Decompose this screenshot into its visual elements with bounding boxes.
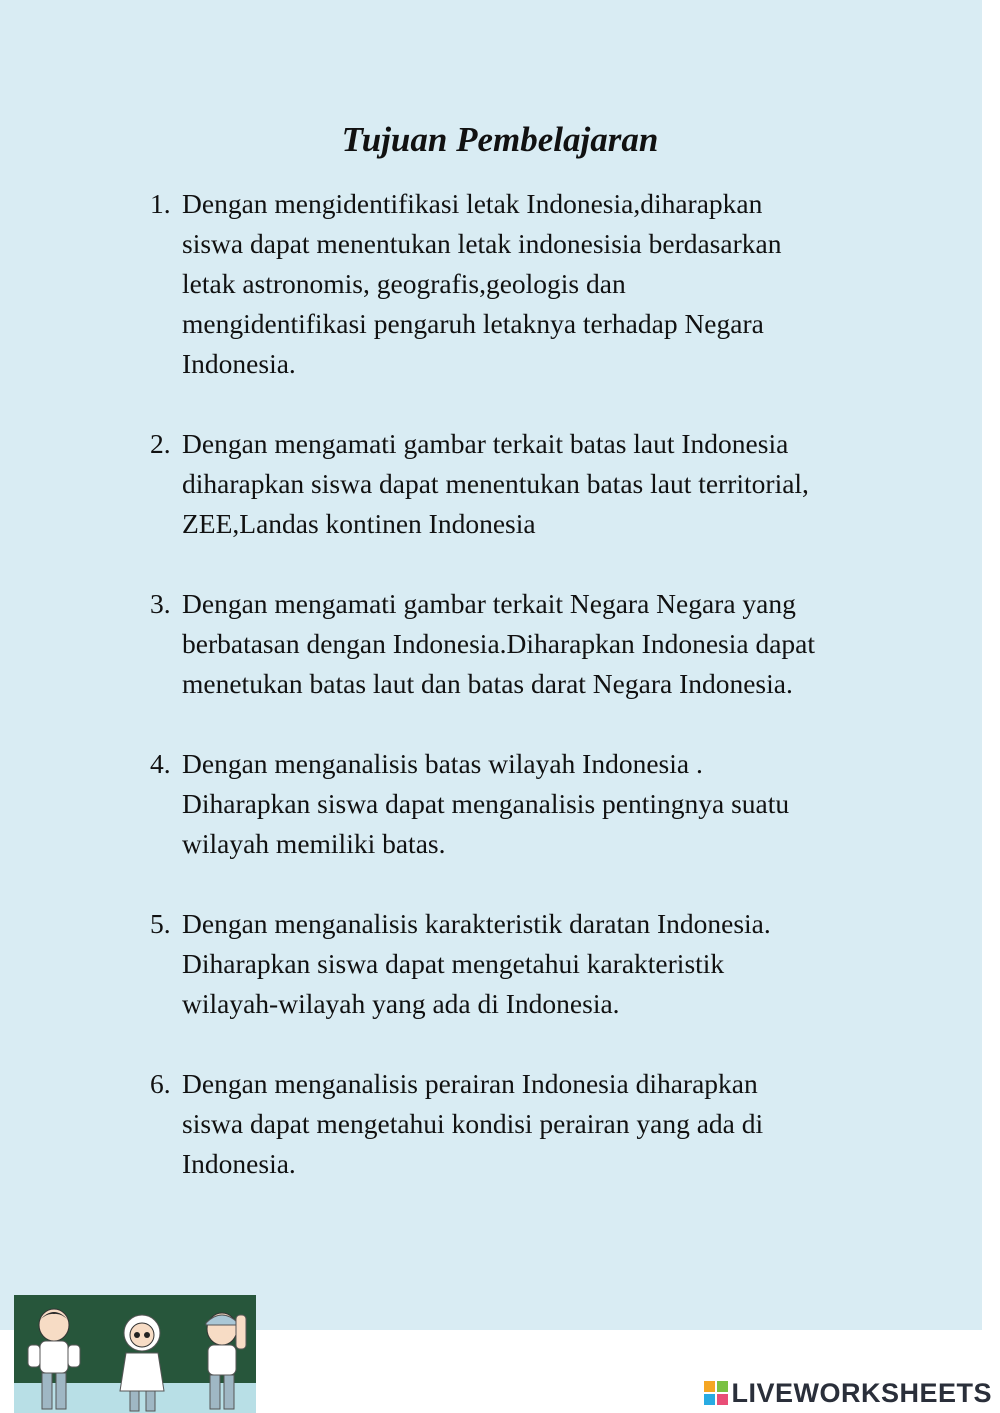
objective-text-line: Diharapkan siswa dapat menganalisis pentingnya suatu	[182, 788, 790, 819]
objective-text-line: Diharapkan siswa dapat mengetahui karakteristik	[182, 948, 725, 979]
objective-number: 5.	[150, 908, 171, 939]
objective-text-line: berbatasan dengan Indonesia.Diharapkan Indonesia dapat	[182, 628, 816, 659]
objective-text-line: Dengan menganalisis batas wilayah Indonesia .	[182, 748, 703, 779]
student-girl-figure	[120, 1315, 164, 1411]
brand-name: LIVEWORKSHEETS	[731, 1377, 992, 1408]
brand-watermark	[704, 1377, 992, 1409]
objective-item	[150, 424, 890, 544]
students-illustration	[14, 1295, 256, 1413]
objective-text-line: menetukan batas laut dan batas darat Negara Indonesia.	[182, 668, 793, 699]
objective-text-line: siswa dapat mengetahui kondisi perairan yang ada di	[182, 1108, 764, 1139]
objective-text-line: Dengan mengidentifikasi letak Indonesia,diharapkan	[182, 188, 763, 219]
objective-item	[150, 904, 890, 1024]
objective-text-line: Indonesia.	[182, 348, 296, 379]
objective-text-line: diharapkan siswa dapat menentukan batas laut territorial,	[182, 468, 809, 499]
objective-number: 4.	[150, 748, 171, 779]
objective-text-line: letak astronomis, geografis,geologis dan	[182, 268, 626, 299]
objective-item	[150, 1064, 890, 1184]
objective-text-line: Indonesia.	[182, 1148, 296, 1179]
objective-text-line: Dengan menganalisis perairan Indonesia diharapkan	[182, 1068, 758, 1099]
objective-item	[150, 584, 890, 704]
objective-item	[150, 184, 890, 384]
objective-item	[150, 744, 890, 864]
objective-number: 2.	[150, 428, 171, 459]
objective-text-line: wilayah-wilayah yang ada di Indonesia.	[182, 988, 620, 1019]
objectives-list	[150, 184, 890, 1224]
objective-text-line: Dengan mengamati gambar terkait Negara Negara yang	[182, 588, 796, 619]
objective-number: 1.	[150, 188, 171, 219]
objective-text-line: Dengan mengamati gambar terkait batas laut Indonesia	[182, 428, 789, 459]
student-boy-cap-figure	[206, 1313, 246, 1409]
student-boy-figure	[28, 1309, 80, 1409]
objective-text-line: ZEE,Landas kontinen Indonesia	[182, 508, 536, 539]
objective-text-line: siswa dapat menentukan letak indonesisia berdasarkan	[182, 228, 782, 259]
objective-number: 3.	[150, 588, 171, 619]
objective-text-line: Dengan menganalisis karakteristik daratan Indonesia.	[182, 908, 771, 939]
page-title: Tujuan Pembelajaran	[341, 120, 659, 159]
objective-text-line: wilayah memiliki batas.	[182, 828, 446, 859]
liveworksheets-logo-icon	[704, 1381, 728, 1405]
objective-text-line: mengidentifikasi pengaruh letaknya terhadap Negara	[182, 308, 764, 339]
objective-number: 6.	[150, 1068, 171, 1099]
